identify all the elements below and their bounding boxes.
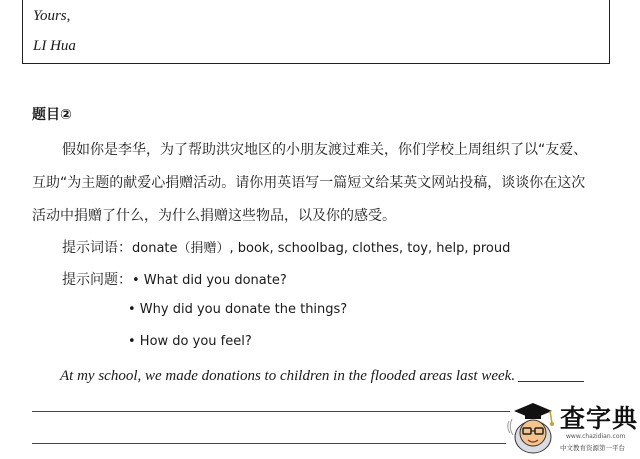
logo-brand-text: 查字典 [560, 404, 639, 433]
task-paragraph-line-3: 活动中捐赠了什么，为什么捐赠这些物品，以及你的感受。 [32, 208, 396, 224]
hint-words-row [62, 237, 510, 257]
letter-closing: Yours, [33, 8, 71, 24]
logo-site-url: www.chazidian.com [566, 433, 626, 440]
task-paragraph-line-1: 假如你是李华，为了帮助洪灾地区的小朋友渡过难关，你们学校上周组织了以“友爱、 [62, 142, 588, 158]
hint-question-1: • What did you donate? [132, 273, 287, 288]
writing-line [32, 443, 506, 444]
writing-blank-short [518, 381, 584, 382]
hint-words: donate（捐赠）, book, schoolbag, clothes, toy, help, proud [132, 241, 511, 256]
hint-questions-label: 提示问题： [62, 272, 132, 288]
letter-closing-box [22, 0, 610, 64]
hint-question-2: • Why did you donate the things? [128, 302, 348, 317]
writing-line [32, 411, 510, 412]
essay-starter-sentence: At my school, we made donations to children in the flooded areas last week. [60, 368, 516, 384]
hint-words-label: 提示词语： [62, 240, 132, 256]
letter-signature-name: LI Hua [33, 38, 76, 54]
task-heading: 题目② [32, 107, 72, 123]
graduate-mascot-icon [506, 397, 560, 457]
task-paragraph-line-2: 互助“为主题的献爱心捐赠活动。请你用英语写一篇短文给某英文网站投稿，谈谈你在这次 [32, 175, 586, 191]
hint-question-3: • How do you feel? [128, 334, 252, 349]
hint-questions-row [62, 269, 287, 289]
logo-tagline: 中文教育资源第一平台 [560, 444, 625, 452]
watermark-logo [500, 395, 640, 459]
